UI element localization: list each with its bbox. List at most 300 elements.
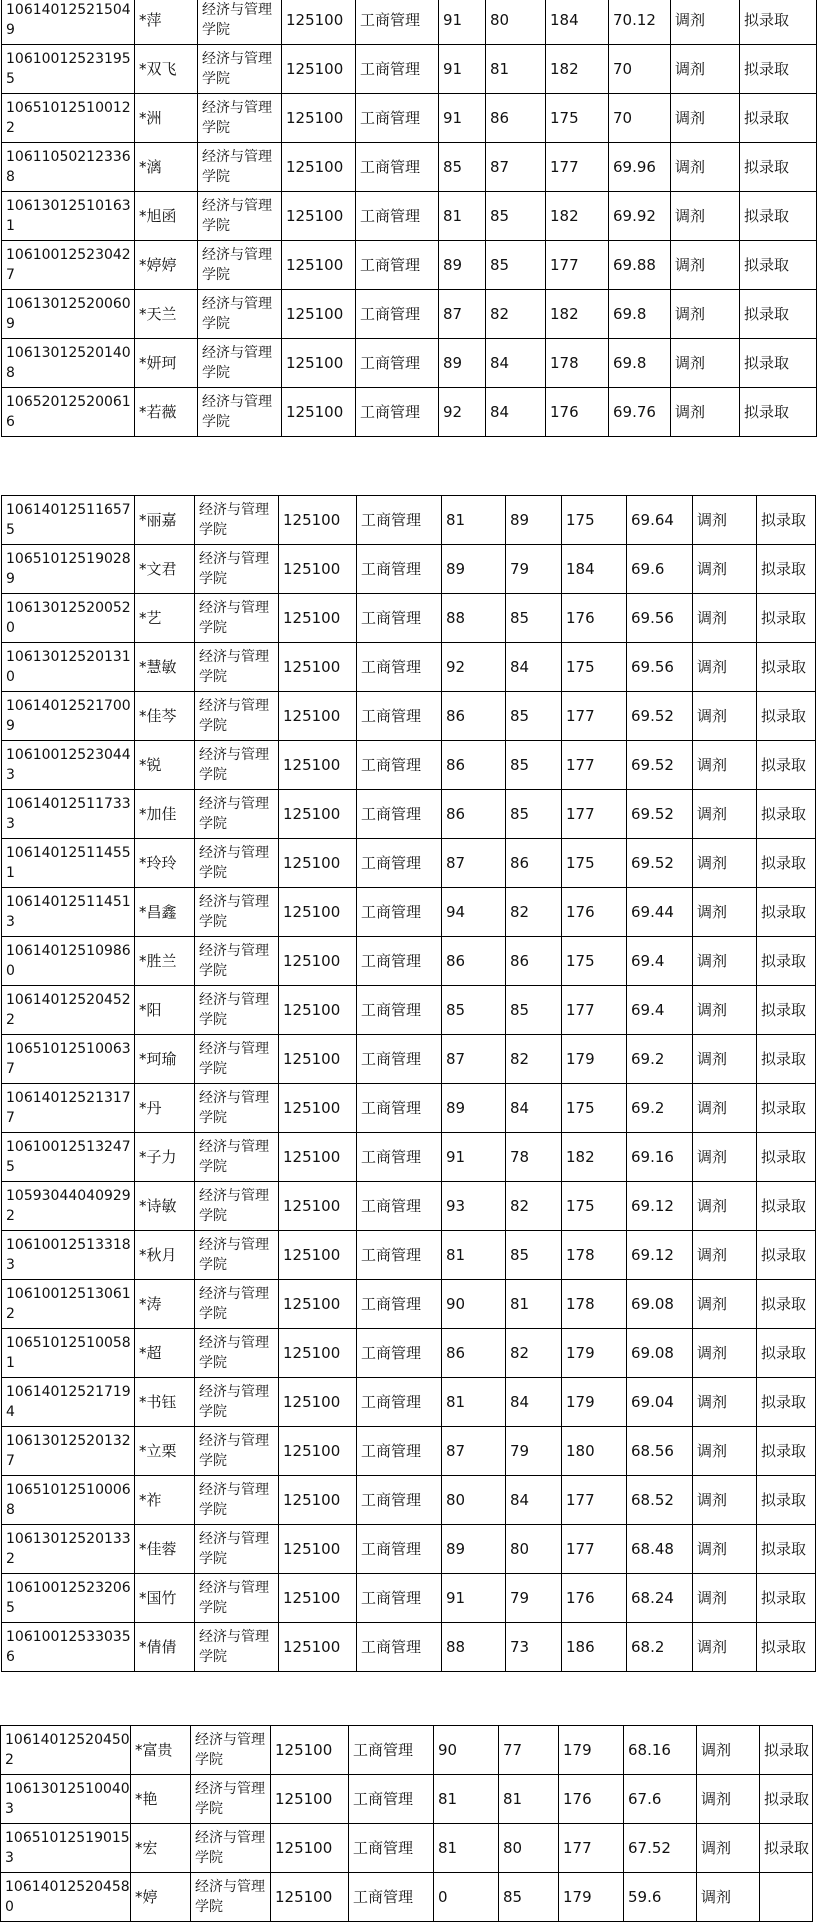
total-score-cell: 69.88 (609, 241, 671, 290)
score-politics-cell: 87 (442, 1427, 506, 1476)
admission-status-cell: 拟录取 (760, 1775, 813, 1824)
score-professional-cell: 175 (562, 1084, 627, 1133)
total-score-cell: 69.92 (609, 192, 671, 241)
major-code-cell: 125100 (279, 1133, 357, 1182)
admission-status-cell: 拟录取 (760, 1726, 813, 1775)
admission-status-cell: 拟录取 (757, 1182, 816, 1231)
score-english-cell: 87 (486, 143, 546, 192)
table-row (2, 388, 817, 437)
score-english-cell: 85 (499, 1873, 559, 1922)
score-politics-cell: 91 (442, 1574, 506, 1623)
score-professional-cell: 179 (559, 1873, 624, 1922)
total-score-cell: 69.8 (609, 290, 671, 339)
college-cell: 经济与管理学院 (195, 1476, 279, 1525)
score-politics-cell: 89 (442, 1084, 506, 1133)
major-name-cell: 工商管理 (357, 545, 442, 594)
table-row (2, 143, 817, 192)
major-name-cell: 工商管理 (349, 1775, 434, 1824)
score-politics-cell: 91 (439, 45, 486, 94)
table-row (1, 1873, 813, 1922)
college-cell: 经济与管理学院 (198, 94, 282, 143)
name-cell: *旭函 (135, 192, 198, 241)
admission-status-cell: 拟录取 (740, 45, 817, 94)
total-score-cell: 69.2 (627, 1035, 693, 1084)
major-code-cell: 125100 (279, 1329, 357, 1378)
name-cell: *昌鑫 (135, 888, 195, 937)
admission-type-cell: 调剂 (693, 1084, 757, 1133)
total-score-cell: 69.52 (627, 839, 693, 888)
score-professional-cell: 175 (562, 1182, 627, 1231)
major-code-cell: 125100 (279, 790, 357, 839)
exam-id-cell: 106520125200616 (2, 388, 135, 437)
college-cell: 经济与管理学院 (195, 888, 279, 937)
score-professional-cell: 177 (546, 241, 609, 290)
name-cell: *加佳 (135, 790, 195, 839)
total-score-cell: 69.6 (627, 545, 693, 594)
table-row (2, 594, 816, 643)
score-politics-cell: 94 (442, 888, 506, 937)
total-score-cell: 68.48 (627, 1525, 693, 1574)
exam-id-cell: 106110502123368 (2, 143, 135, 192)
score-politics-cell: 0 (434, 1873, 499, 1922)
major-name-cell: 工商管理 (357, 1476, 442, 1525)
score-professional-cell: 175 (546, 94, 609, 143)
score-english-cell: 86 (506, 839, 562, 888)
admission-type-cell: 调剂 (693, 1623, 757, 1672)
admission-status-cell: 拟录取 (757, 1231, 816, 1280)
college-cell: 经济与管理学院 (191, 1873, 271, 1922)
major-code-cell: 125100 (279, 1182, 357, 1231)
score-english-cell: 85 (486, 192, 546, 241)
admission-type-cell: 调剂 (693, 1427, 757, 1476)
college-cell: 经济与管理学院 (191, 1824, 271, 1873)
admission-type-cell: 调剂 (671, 290, 740, 339)
admission-status-cell: 拟录取 (757, 1280, 816, 1329)
table-row (2, 888, 816, 937)
exam-id-cell: 106140125114513 (2, 888, 135, 937)
table-row (2, 1035, 816, 1084)
exam-id-cell: 106510125190153 (1, 1824, 131, 1873)
score-professional-cell: 177 (562, 1525, 627, 1574)
admission-table-2 (1, 495, 816, 1672)
score-politics-cell: 86 (442, 937, 506, 986)
score-politics-cell: 85 (442, 986, 506, 1035)
score-english-cell: 86 (506, 937, 562, 986)
score-english-cell: 85 (506, 1231, 562, 1280)
admission-type-cell: 调剂 (697, 1873, 760, 1922)
total-score-cell: 69.08 (627, 1329, 693, 1378)
admission-table-1 (1, 0, 817, 437)
exam-id-cell: 106100125330356 (2, 1623, 135, 1672)
total-score-cell: 69.96 (609, 143, 671, 192)
score-politics-cell: 85 (439, 143, 486, 192)
major-name-cell: 工商管理 (357, 643, 442, 692)
admission-status-cell: 拟录取 (740, 0, 817, 45)
major-name-cell: 工商管理 (357, 594, 442, 643)
table-row (2, 986, 816, 1035)
exam-id-cell: 106130125200609 (2, 290, 135, 339)
college-cell: 经济与管理学院 (195, 1378, 279, 1427)
admission-type-cell: 调剂 (671, 45, 740, 94)
exam-id-cell: 106130125201408 (2, 339, 135, 388)
admission-type-cell: 调剂 (671, 143, 740, 192)
major-code-cell: 125100 (279, 1084, 357, 1133)
score-english-cell: 85 (486, 241, 546, 290)
score-english-cell: 85 (506, 692, 562, 741)
score-english-cell: 84 (506, 1476, 562, 1525)
score-english-cell: 84 (506, 1084, 562, 1133)
major-code-cell: 125100 (271, 1775, 349, 1824)
total-score-cell: 68.52 (627, 1476, 693, 1525)
score-professional-cell: 177 (562, 741, 627, 790)
exam-id-cell: 106140125204502 (1, 1726, 131, 1775)
exam-id-cell: 106100125230427 (2, 241, 135, 290)
score-english-cell: 79 (506, 545, 562, 594)
admission-status-cell: 拟录取 (757, 1329, 816, 1378)
major-name-cell: 工商管理 (356, 388, 439, 437)
college-cell: 经济与管理学院 (195, 986, 279, 1035)
admission-type-cell: 调剂 (693, 1574, 757, 1623)
admission-type-cell: 调剂 (693, 839, 757, 888)
name-cell: *佳芩 (135, 692, 195, 741)
table-row (2, 839, 816, 888)
exam-id-cell: 106510125190289 (2, 545, 135, 594)
table-row (2, 790, 816, 839)
major-code-cell: 125100 (279, 1574, 357, 1623)
total-score-cell: 69.2 (627, 1084, 693, 1133)
name-cell: *婷婷 (135, 241, 198, 290)
total-score-cell: 68.56 (627, 1427, 693, 1476)
major-code-cell: 125100 (282, 241, 356, 290)
score-english-cell: 78 (506, 1133, 562, 1182)
admission-type-cell: 调剂 (671, 241, 740, 290)
major-name-cell: 工商管理 (356, 192, 439, 241)
score-professional-cell: 176 (562, 594, 627, 643)
college-cell: 经济与管理学院 (198, 290, 282, 339)
admission-type-cell: 调剂 (693, 1476, 757, 1525)
total-score-cell: 69.12 (627, 1231, 693, 1280)
exam-id-cell: 106100125231955 (2, 45, 135, 94)
exam-id-cell: 106100125133183 (2, 1231, 135, 1280)
major-name-cell: 工商管理 (357, 692, 442, 741)
major-code-cell: 125100 (279, 888, 357, 937)
admission-status-cell: 拟录取 (740, 241, 817, 290)
score-professional-cell: 182 (546, 290, 609, 339)
major-name-cell: 工商管理 (357, 937, 442, 986)
admission-type-cell: 调剂 (697, 1775, 760, 1824)
major-code-cell: 125100 (271, 1873, 349, 1922)
total-score-cell: 68.24 (627, 1574, 693, 1623)
score-professional-cell: 180 (562, 1427, 627, 1476)
college-cell: 经济与管理学院 (195, 1084, 279, 1133)
college-cell: 经济与管理学院 (195, 594, 279, 643)
score-politics-cell: 87 (442, 1035, 506, 1084)
admission-status-cell: 拟录取 (757, 741, 816, 790)
major-name-cell: 工商管理 (357, 1280, 442, 1329)
major-code-cell: 125100 (282, 290, 356, 339)
exam-id-cell: 106140125114551 (2, 839, 135, 888)
name-cell: *文君 (135, 545, 195, 594)
college-cell: 经济与管理学院 (198, 0, 282, 45)
exam-id-cell: 106140125116575 (2, 496, 135, 545)
table-row (2, 1378, 816, 1427)
major-code-cell: 125100 (279, 545, 357, 594)
table-row (2, 1574, 816, 1623)
name-cell: *艳 (131, 1775, 191, 1824)
admission-type-cell: 调剂 (697, 1824, 760, 1873)
score-politics-cell: 89 (439, 339, 486, 388)
table-row (2, 1427, 816, 1476)
score-politics-cell: 90 (434, 1726, 499, 1775)
major-code-cell: 125100 (271, 1824, 349, 1873)
college-cell: 经济与管理学院 (195, 1280, 279, 1329)
score-english-cell: 85 (506, 741, 562, 790)
exam-id-cell: 106140125213177 (2, 1084, 135, 1133)
score-english-cell: 80 (506, 1525, 562, 1574)
score-politics-cell: 90 (442, 1280, 506, 1329)
college-cell: 经济与管理学院 (195, 1231, 279, 1280)
name-cell: *洲 (135, 94, 198, 143)
admission-type-cell: 调剂 (697, 1726, 760, 1775)
score-politics-cell: 86 (442, 1329, 506, 1378)
table-row (2, 545, 816, 594)
exam-id-cell: 106510125100068 (2, 1476, 135, 1525)
score-english-cell: 79 (506, 1574, 562, 1623)
table-row (2, 290, 817, 339)
score-professional-cell: 177 (546, 143, 609, 192)
total-score-cell: 69.08 (627, 1280, 693, 1329)
major-code-cell: 125100 (279, 1035, 357, 1084)
name-cell: *玲玲 (135, 839, 195, 888)
admission-status-cell: 拟录取 (757, 790, 816, 839)
major-name-cell: 工商管理 (349, 1873, 434, 1922)
major-code-cell: 125100 (279, 1378, 357, 1427)
major-name-cell: 工商管理 (357, 1133, 442, 1182)
major-name-cell: 工商管理 (356, 143, 439, 192)
table-row (2, 1280, 816, 1329)
name-cell: *子力 (135, 1133, 195, 1182)
major-code-cell: 125100 (279, 1525, 357, 1574)
total-score-cell: 69.76 (609, 388, 671, 437)
table-row (2, 45, 817, 94)
admission-status-cell: 拟录取 (740, 339, 817, 388)
college-cell: 经济与管理学院 (195, 1329, 279, 1378)
name-cell: *立栗 (135, 1427, 195, 1476)
score-english-cell: 73 (506, 1623, 562, 1672)
score-english-cell: 84 (486, 388, 546, 437)
admission-type-cell: 调剂 (693, 1035, 757, 1084)
total-score-cell: 59.6 (624, 1873, 697, 1922)
score-professional-cell: 182 (546, 45, 609, 94)
exam-id-cell: 106130125100403 (1, 1775, 131, 1824)
admission-type-cell: 调剂 (693, 1378, 757, 1427)
major-name-cell: 工商管理 (356, 45, 439, 94)
table-row (2, 1525, 816, 1574)
total-score-cell: 70.12 (609, 0, 671, 45)
score-professional-cell: 176 (562, 888, 627, 937)
admission-type-cell: 调剂 (693, 594, 757, 643)
table-row (2, 0, 817, 45)
table-row (2, 741, 816, 790)
total-score-cell: 68.16 (624, 1726, 697, 1775)
major-code-cell: 125100 (279, 937, 357, 986)
total-score-cell: 69.56 (627, 594, 693, 643)
score-politics-cell: 92 (442, 643, 506, 692)
total-score-cell: 69.52 (627, 790, 693, 839)
score-professional-cell: 177 (562, 986, 627, 1035)
admission-status-cell: 拟录取 (757, 643, 816, 692)
admission-status-cell: 拟录取 (757, 496, 816, 545)
name-cell: *诗敏 (135, 1182, 195, 1231)
exam-id-cell: 106100125130612 (2, 1280, 135, 1329)
name-cell: *锐 (135, 741, 195, 790)
score-english-cell: 89 (506, 496, 562, 545)
major-code-cell: 125100 (279, 1231, 357, 1280)
score-professional-cell: 182 (562, 1133, 627, 1182)
college-cell: 经济与管理学院 (198, 192, 282, 241)
admission-type-cell: 调剂 (693, 741, 757, 790)
college-cell: 经济与管理学院 (195, 937, 279, 986)
score-politics-cell: 81 (442, 496, 506, 545)
college-cell: 经济与管理学院 (198, 339, 282, 388)
name-cell: *祚 (135, 1476, 195, 1525)
table-row (2, 1476, 816, 1525)
admission-status-cell: 拟录取 (757, 986, 816, 1035)
major-name-cell: 工商管理 (357, 1231, 442, 1280)
college-cell: 经济与管理学院 (198, 241, 282, 290)
college-cell: 经济与管理学院 (195, 1525, 279, 1574)
score-english-cell: 82 (506, 1182, 562, 1231)
major-name-cell: 工商管理 (356, 241, 439, 290)
admission-type-cell: 调剂 (693, 1182, 757, 1231)
admission-type-cell: 调剂 (693, 937, 757, 986)
major-name-cell: 工商管理 (357, 1182, 442, 1231)
college-cell: 经济与管理学院 (195, 496, 279, 545)
score-professional-cell: 175 (562, 643, 627, 692)
admission-type-cell: 调剂 (671, 94, 740, 143)
total-score-cell: 70 (609, 94, 671, 143)
total-score-cell: 70 (609, 45, 671, 94)
major-name-cell: 工商管理 (357, 1329, 442, 1378)
major-code-cell: 125100 (279, 741, 357, 790)
table-row (2, 1623, 816, 1672)
name-cell: *富贵 (131, 1726, 191, 1775)
exam-id-cell: 106130125201310 (2, 643, 135, 692)
score-politics-cell: 81 (442, 1378, 506, 1427)
major-code-cell: 125100 (282, 0, 356, 45)
total-score-cell: 69.04 (627, 1378, 693, 1427)
table-row (2, 1231, 816, 1280)
admission-type-cell: 调剂 (693, 790, 757, 839)
name-cell: *妍珂 (135, 339, 198, 388)
major-code-cell: 125100 (279, 594, 357, 643)
exam-id-cell: 106510125100637 (2, 1035, 135, 1084)
exam-id-cell: 106130125200520 (2, 594, 135, 643)
score-politics-cell: 93 (442, 1182, 506, 1231)
total-score-cell: 67.6 (624, 1775, 697, 1824)
name-cell: *胜兰 (135, 937, 195, 986)
major-name-cell: 工商管理 (357, 1427, 442, 1476)
major-name-cell: 工商管理 (357, 888, 442, 937)
college-cell: 经济与管理学院 (195, 1182, 279, 1231)
admission-status-cell: 拟录取 (757, 1574, 816, 1623)
name-cell: *书钰 (135, 1378, 195, 1427)
name-cell: *佳蓉 (135, 1525, 195, 1574)
score-politics-cell: 89 (439, 241, 486, 290)
name-cell: *双飞 (135, 45, 198, 94)
name-cell: *天兰 (135, 290, 198, 339)
exam-id-cell: 106140125117333 (2, 790, 135, 839)
total-score-cell: 69.16 (627, 1133, 693, 1182)
score-english-cell: 84 (486, 339, 546, 388)
total-score-cell: 69.52 (627, 741, 693, 790)
admission-type-cell: 调剂 (693, 496, 757, 545)
major-code-cell: 125100 (282, 339, 356, 388)
major-code-cell: 125100 (282, 94, 356, 143)
major-code-cell: 125100 (271, 1726, 349, 1775)
score-politics-cell: 81 (434, 1775, 499, 1824)
score-english-cell: 80 (499, 1824, 559, 1873)
score-english-cell: 84 (506, 643, 562, 692)
name-cell: *丽嘉 (135, 496, 195, 545)
college-cell: 经济与管理学院 (195, 1623, 279, 1672)
table-row (1, 1775, 813, 1824)
major-code-cell: 125100 (279, 1280, 357, 1329)
major-code-cell: 125100 (282, 388, 356, 437)
score-professional-cell: 176 (546, 388, 609, 437)
table-row (2, 496, 816, 545)
score-politics-cell: 81 (442, 1231, 506, 1280)
name-cell: *涛 (135, 1280, 195, 1329)
admission-status-cell: 拟录取 (757, 1035, 816, 1084)
major-code-cell: 125100 (279, 692, 357, 741)
admission-type-cell: 调剂 (693, 545, 757, 594)
name-cell: *宏 (131, 1824, 191, 1873)
college-cell: 经济与管理学院 (195, 545, 279, 594)
total-score-cell: 69.64 (627, 496, 693, 545)
score-professional-cell: 184 (562, 545, 627, 594)
name-cell: *秋月 (135, 1231, 195, 1280)
admission-status-cell: 拟录取 (740, 143, 817, 192)
exam-id-cell: 106140125204580 (1, 1873, 131, 1922)
admission-status-cell: 拟录取 (740, 388, 817, 437)
score-english-cell: 77 (499, 1726, 559, 1775)
admission-type-cell: 调剂 (671, 192, 740, 241)
admission-type-cell: 调剂 (693, 692, 757, 741)
exam-id-cell: 105930440409292 (2, 1182, 135, 1231)
admission-type-cell: 调剂 (671, 0, 740, 45)
admission-status-cell: 拟录取 (757, 545, 816, 594)
score-professional-cell: 178 (546, 339, 609, 388)
admission-status-cell: 拟录取 (757, 1525, 816, 1574)
exam-id-cell: 106100125230443 (2, 741, 135, 790)
total-score-cell: 69.52 (627, 692, 693, 741)
college-cell: 经济与管理学院 (191, 1775, 271, 1824)
exam-id-cell: 106140125109860 (2, 937, 135, 986)
table-row (2, 692, 816, 741)
admission-status-cell: 拟录取 (757, 692, 816, 741)
score-english-cell: 85 (506, 790, 562, 839)
score-politics-cell: 86 (442, 692, 506, 741)
college-cell: 经济与管理学院 (198, 45, 282, 94)
score-professional-cell: 176 (559, 1775, 624, 1824)
score-english-cell: 81 (499, 1775, 559, 1824)
table-row (2, 1182, 816, 1231)
score-politics-cell: 89 (442, 1525, 506, 1574)
major-code-cell: 125100 (279, 986, 357, 1035)
score-english-cell: 81 (486, 45, 546, 94)
score-professional-cell: 184 (546, 0, 609, 45)
